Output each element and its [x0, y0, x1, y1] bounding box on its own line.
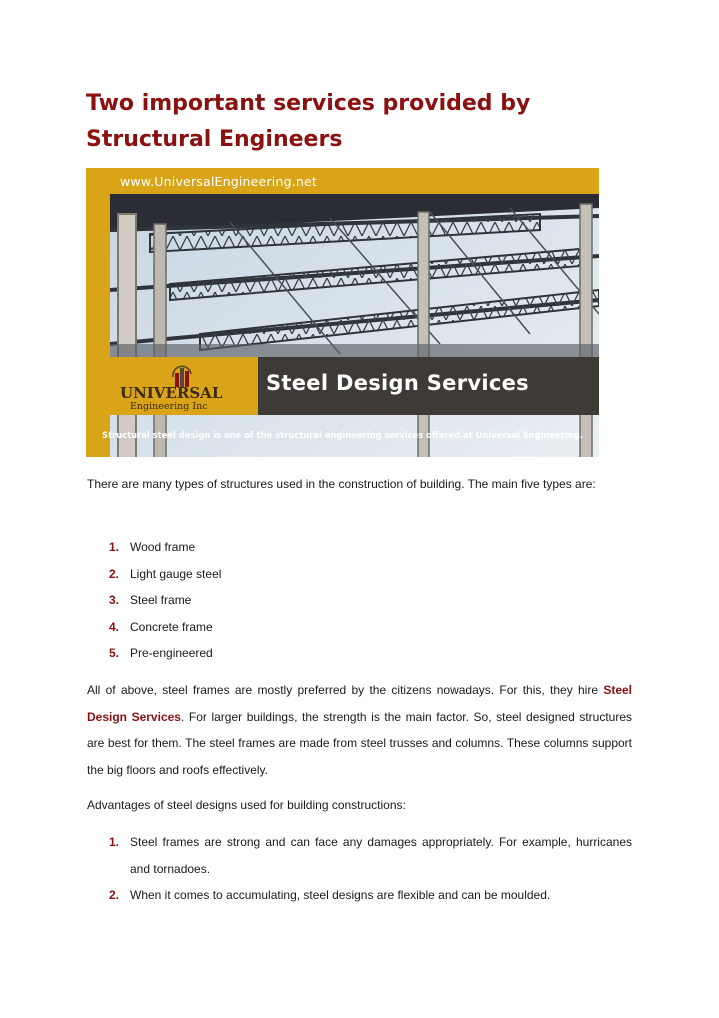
list-item-text: Steel frame — [130, 593, 192, 607]
structure-types-list — [87, 534, 632, 667]
steel-design-banner — [86, 168, 599, 457]
list-item-text: Concrete frame — [130, 619, 213, 634]
list-item — [87, 640, 632, 667]
advantages-heading: Advantages of steel designs used for building constructions: — [87, 798, 406, 812]
list-item-text: When it comes to accumulating, steel designs are flexible and can be moulded. — [130, 888, 551, 902]
list-item — [87, 882, 632, 909]
page-title: Two important services provided by Structural Engineers — [86, 91, 531, 152]
list-item — [87, 587, 632, 614]
list-item-text: Wood frame — [130, 540, 196, 554]
list-item-text: Steel frames are strong and can face any damages appropriately. For example, hurricanes and tornadoes. — [130, 835, 632, 876]
steel-design-services-link[interactable]: Steel Design Services — [87, 683, 632, 724]
list-item — [87, 561, 632, 588]
paragraph-text: . For larger buildings, the strength is the main factor. So, steel designed structures are best for them. The steel frames are made from steel trusses and columns. These columns support the big floors and roofs effectively. — [87, 709, 633, 777]
logo-company-subtitle: Engineering Inc — [130, 401, 208, 412]
list-number: 1. — [109, 835, 120, 849]
list-item-text: Light gauge steel — [130, 566, 222, 581]
list-number: 3. — [109, 593, 120, 607]
website-url: www.UniversalEngineering.net — [120, 174, 318, 189]
list-item — [87, 614, 632, 641]
list-number: 2. — [109, 566, 120, 581]
list-number: 1. — [109, 540, 120, 554]
list-item-text: Pre-engineered — [130, 646, 213, 660]
list-number: 4. — [109, 619, 120, 634]
steel-frames-paragraph — [87, 677, 632, 783]
advantages-list — [87, 829, 632, 909]
list-item — [87, 534, 632, 561]
steel-structure-photo — [110, 194, 599, 457]
list-number: 2. — [109, 888, 120, 902]
intro-paragraph: There are many types of structures used in the construction of building. The main five types are: — [87, 477, 596, 491]
paragraph-text: All of above, steel frames are mostly preferred by the citizens nowadays. For this, they hire — [87, 683, 604, 697]
banner-service-title: Steel Design Services — [266, 371, 529, 395]
list-number: 5. — [109, 646, 120, 660]
banner-caption: Structural steel design is one of the structural engineering services offered at Universal Engineering. — [102, 430, 583, 440]
logo-company-name: UNIVERSAL — [120, 384, 223, 402]
list-item — [87, 829, 632, 882]
